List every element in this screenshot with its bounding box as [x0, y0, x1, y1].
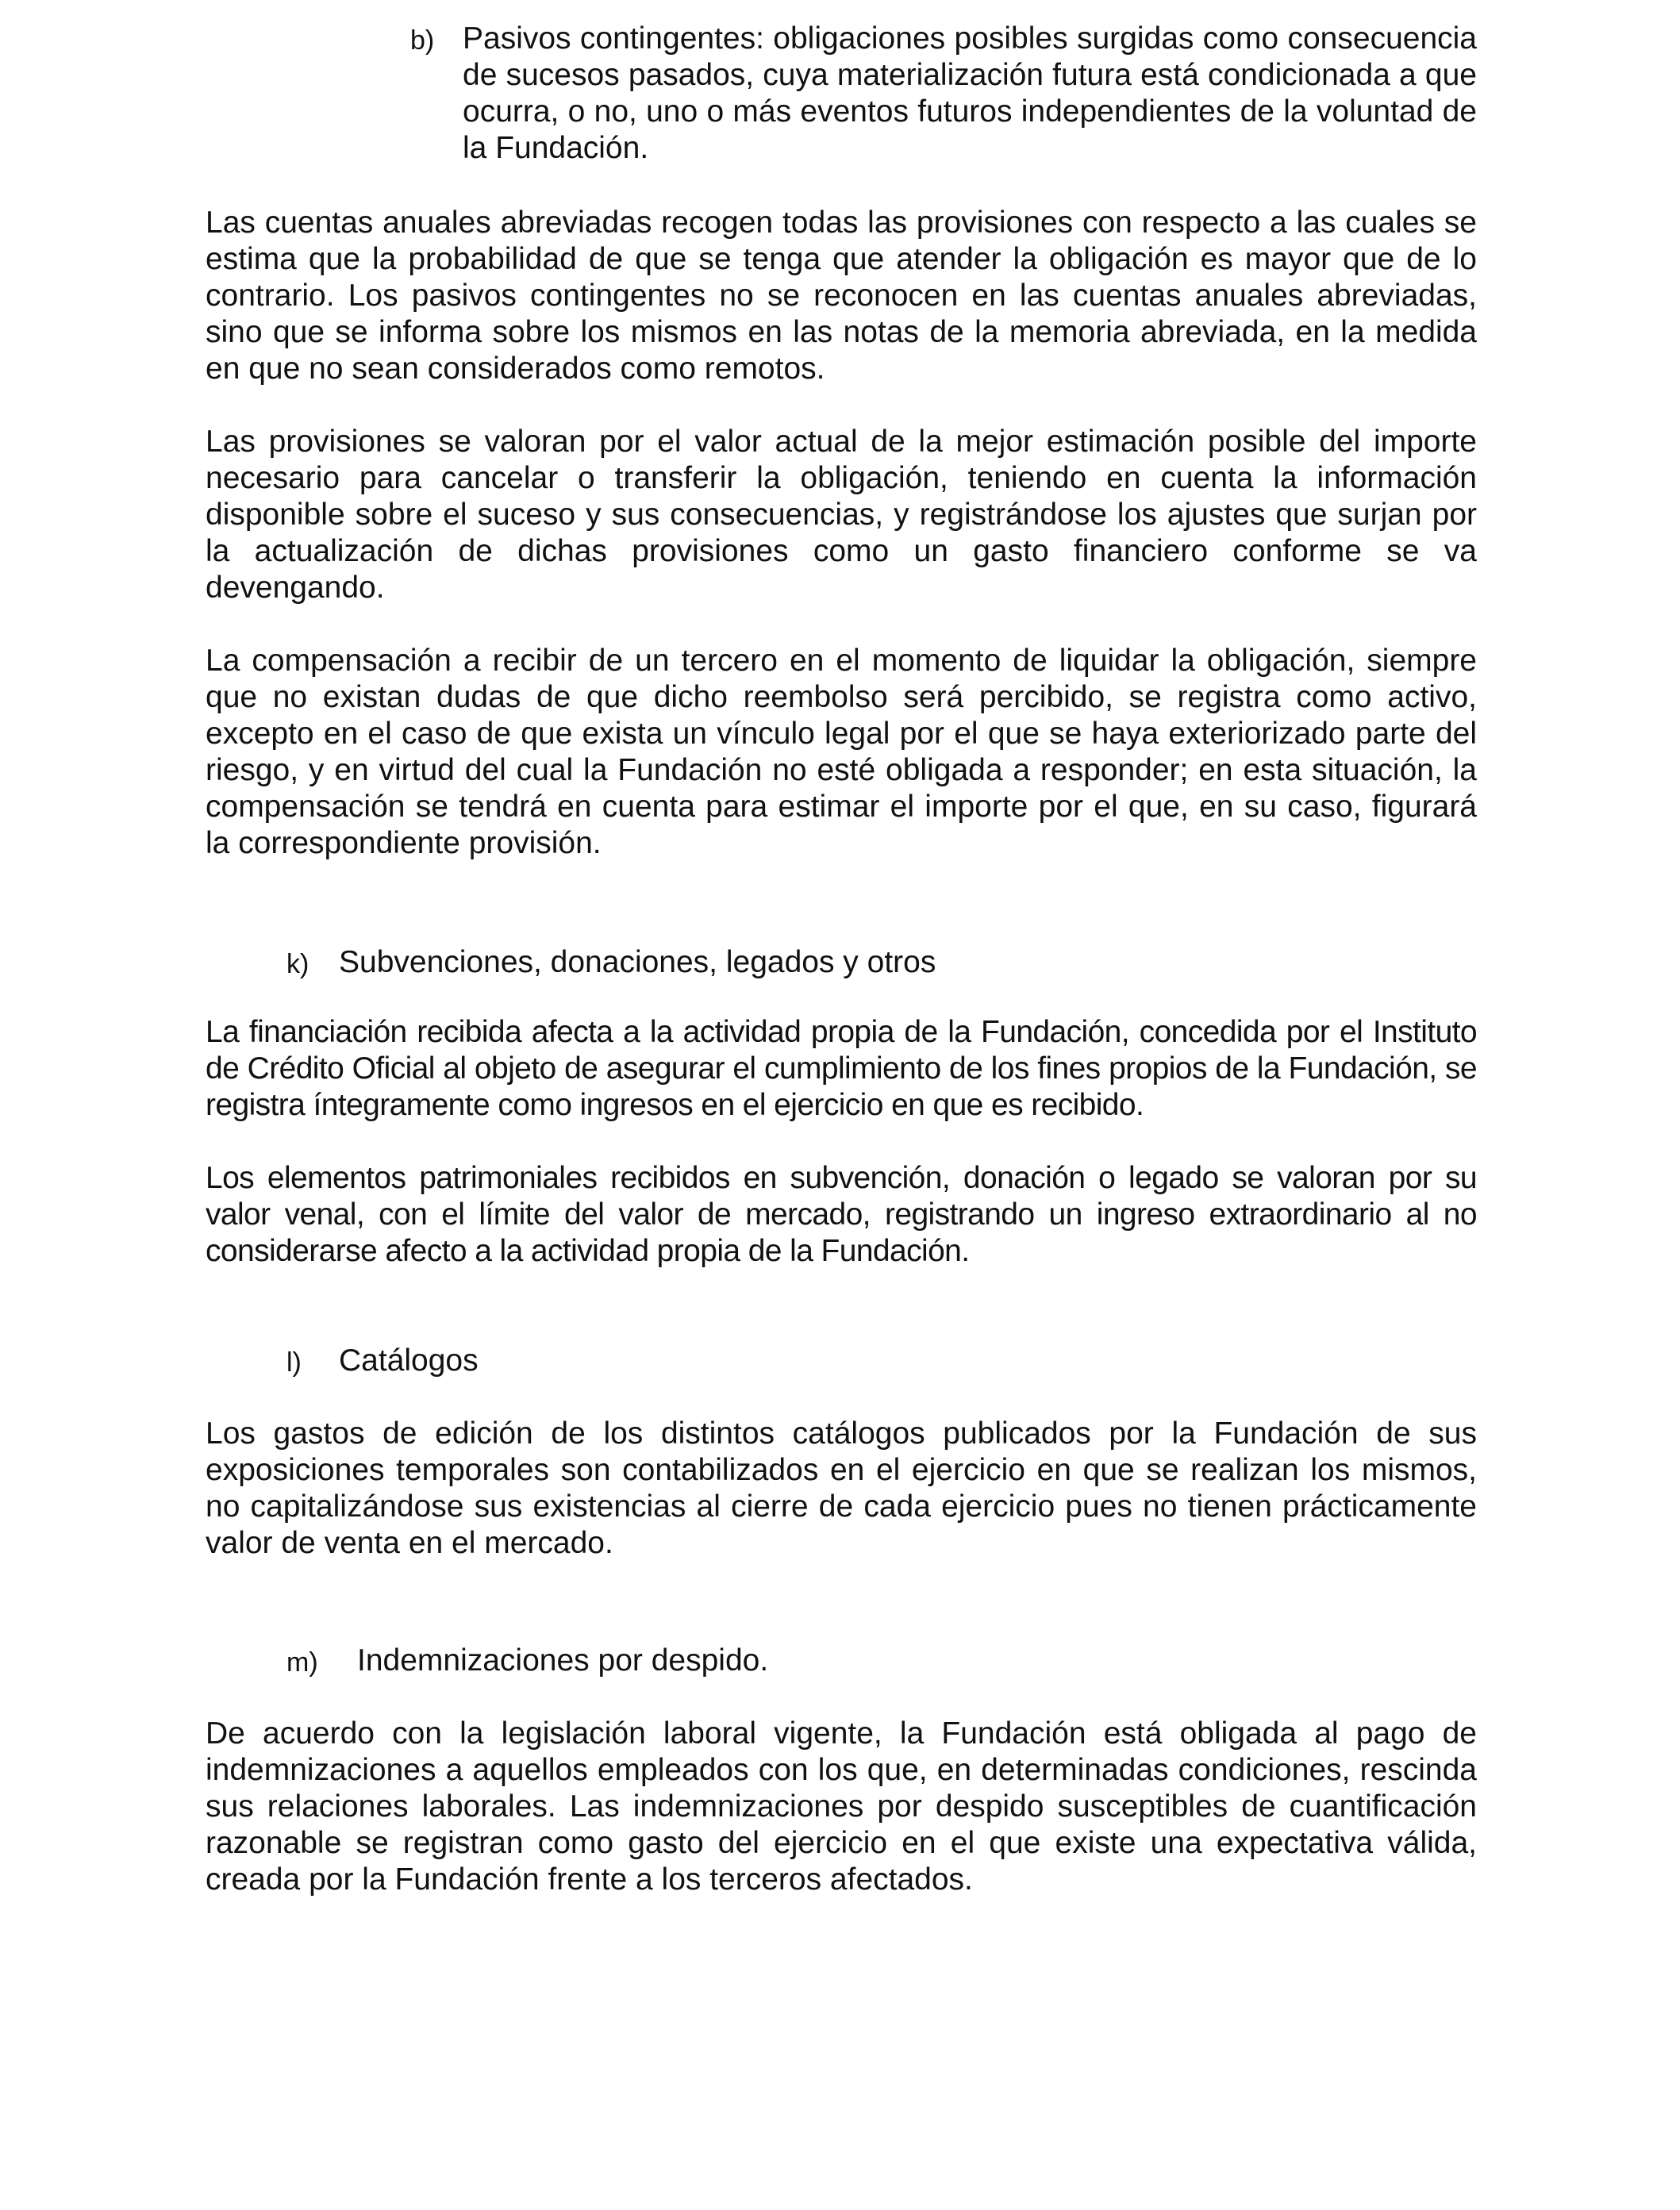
paragraph-indemnizaciones: De acuerdo con la legislación laboral vigente, la Fundación está obligada al pago de indemnizaciones a aquellos empleados con los que, en determinadas condiciones, rescinda sus relaciones laborales. Las indemnizaciones por despido susceptibles de cuantificación razonable se registran como gasto del ejercicio en el que existe una expectativa válida, creada por la Fundación frente a los terceros afectados.: [206, 1716, 1477, 1897]
section-title: Subvenciones, donaciones, legados y otros: [339, 945, 936, 979]
paragraph-elementos-patrimoniales: Los elementos patrimoniales recibidos en subvención, donación o legado se valoran por su valor venal, con el límite del valor de mercado, registrando un ingreso extraordinario al no considerarse afecto a la actividad propia de la Fundación.: [206, 1161, 1477, 1268]
paragraph-provisiones-valoracion: Las provisiones se valoran por el valor actual de la mejor estimación posible del importe necesario para cancelar o transferir la obligación, teniendo en cuenta la información disponible sobre el suceso y sus consecuencias, y registrándose los ajustes que surjan por la actualización de dichas provisiones como un gasto financiero conforme se va devengando.: [206, 425, 1477, 605]
section-marker: l): [286, 1347, 302, 1378]
section-marker: m): [286, 1647, 318, 1678]
section-marker: k): [286, 949, 309, 979]
list-marker: b): [410, 25, 435, 56]
section-title: Indemnizaciones por despido.: [357, 1643, 769, 1678]
section-title: Catálogos: [339, 1343, 479, 1378]
paragraph-catalogos: Los gastos de edición de los distintos catálogos publicados por la Fundación de sus exposiciones temporales son contabilizados en el ejercicio en que se realizan los mismos, no capitalizándose sus existencias al cierre de cada ejercicio pues no tienen prácticamente valor de venta en el mercado.: [206, 1416, 1477, 1560]
list-item-text: Pasivos contingentes: obligaciones posibles surgidas como consecuencia de sucesos pasados, cuya materialización futura está condicionada a que ocurra, o no, uno o más eventos futuros independientes de la voluntad de la Fundación.: [463, 21, 1477, 165]
paragraph-financiacion-recibida: La financiación recibida afecta a la actividad propia de la Fundación, concedida por el Instituto de Crédito Oficial al objeto de asegurar el cumplimiento de los fines propios de la Fundación, se registra íntegramente como ingresos en el ejercicio en que es recibido.: [206, 1015, 1477, 1122]
paragraph-provisiones-reconocimiento: Las cuentas anuales abreviadas recogen todas las provisiones con respecto a las cuales se estima que la probabilidad de que se tenga que atender la obligación es mayor que de lo contrario. Los pasivos contingentes no se reconocen en las cuentas anuales abreviadas, sino que se informa sobre los mismos en las notas de la memoria abreviada, en la medida en que no sean considerados como remotos.: [206, 206, 1477, 386]
paragraph-compensacion-tercero: La compensación a recibir de un tercero en el momento de liquidar la obligación, siempre que no existan dudas de que dicho reembolso será percibido, se registra como activo, excepto en el caso de que exista un vínculo legal por el que se haya exteriorizado parte del riesgo, y en virtud del cual la Fundación no esté obligada a responder; en esta situación, la compensación se tendrá en cuenta para estimar el importe por el que, en su caso, figurará la correspondiente provisión.: [206, 644, 1477, 860]
